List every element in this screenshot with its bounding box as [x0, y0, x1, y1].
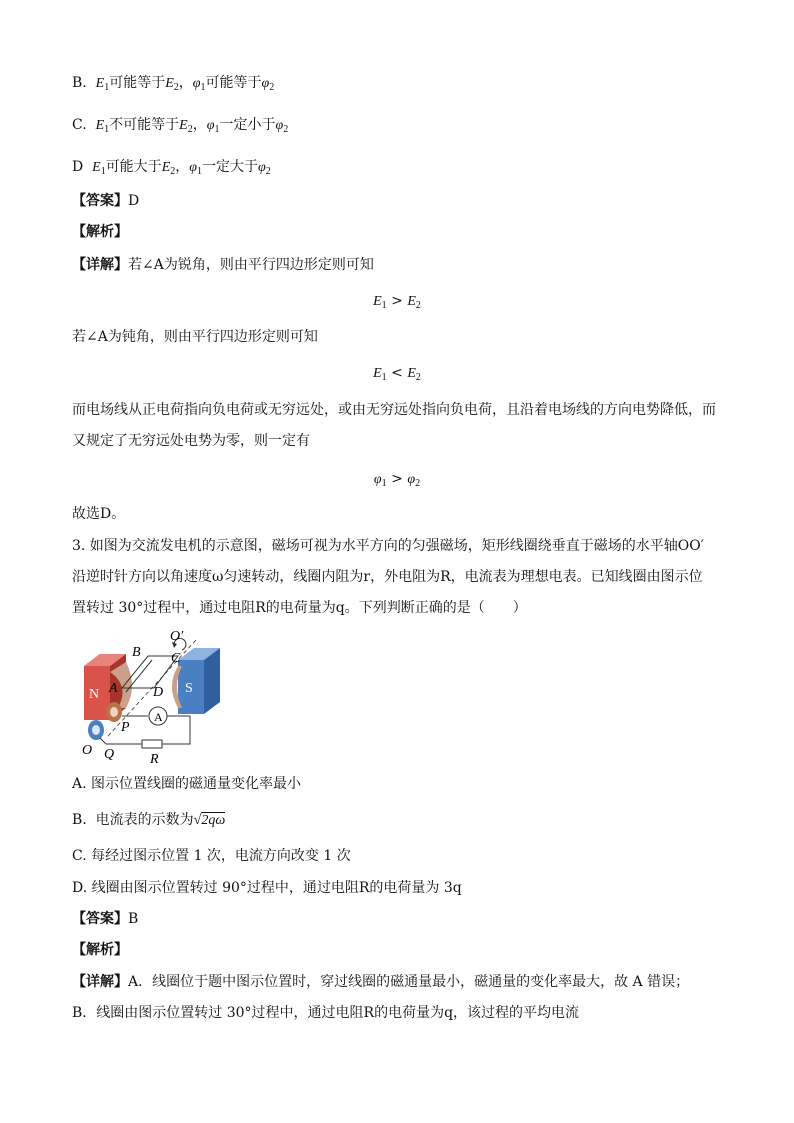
option-b: B. $E_1$可能等于$E_2$，$\varphi_1$可能等于$\varphi_2$ — [72, 75, 275, 93]
q2-detail-1: 【详解】若∠A为锐角，则由平行四边形定则可知 — [72, 257, 374, 273]
q3-option-d: D. 线圈由图示位置转过 90°过程中，通过电阻R的电荷量为 3q — [72, 880, 462, 896]
label-n: N — [89, 687, 100, 702]
label-o-prime: O′ — [170, 629, 184, 644]
q3-detail-b: B．线圈由图示位置转过 30°过程中，通过电阻R的电荷量为q，该过程的平均电流 — [72, 1005, 580, 1021]
q2-formula-2: $E_1 < E_2$ — [373, 365, 421, 383]
q2-detail-3b: 又规定了无穷远处电势为零，则一定有 — [72, 433, 310, 449]
q2-formula-1: $E_1 > E_2$ — [373, 293, 421, 311]
q3-analysis-tag: 【解析】 — [72, 942, 128, 958]
q3-stem-2: 沿逆时针方向以角速度ω匀速转动，线圈内阻为r，外电阻为R，电流表为理想电表。已知线圈由图示位 — [72, 569, 703, 585]
q3-stem-1: 3. 如图为交流发电机的示意图，磁场可视为水平方向的匀强磁场，矩形线圈绕垂直于磁场的水平轴OO′ — [72, 538, 704, 554]
label-d: D — [153, 685, 164, 700]
q2-analysis-tag: 【解析】 — [72, 224, 128, 240]
label-b: B — [132, 645, 141, 660]
q2-formula-3: $\varphi_1 > \varphi_2$ — [373, 471, 421, 489]
option-d: D $E_1$可能大于$E_2$，$\varphi_1$一定大于$\varphi_2$ — [72, 159, 271, 177]
label-c: C — [171, 651, 181, 666]
q3-option-c: C. 每经过图示位置 1 次，电流方向改变 1 次 — [72, 848, 351, 864]
q2-answer: 【答案】D — [72, 193, 140, 209]
q2-detail-3a: 而电场线从正电荷指向负电荷或无穷远处，或由无穷远处指向负电荷，且沿着电场线的方向电势降低，而 — [72, 402, 716, 418]
label-q: Q — [104, 747, 115, 762]
option-c: C. $E_1$不可能等于$E_2$，$\varphi_1$一定小于$\varphi_2$ — [72, 117, 289, 135]
ammeter-label: A — [154, 710, 163, 724]
q2-detail-2: 若∠A为钝角，则由平行四边形定则可知 — [72, 329, 318, 345]
label-s: S — [185, 681, 193, 696]
wire-bottom — [100, 738, 142, 744]
q3-option-b: B. 电流表的示数为√2qω — [72, 812, 226, 828]
q2-conclusion: 故选D。 — [72, 506, 126, 522]
resistor — [142, 740, 162, 748]
q3-option-a: A. 图示位置线圈的磁通量变化率最小 — [72, 776, 302, 792]
label-a: A — [109, 681, 118, 696]
generator-figure — [78, 626, 228, 766]
label-r: R — [150, 752, 159, 766]
q3-detail-a: 【详解】A．线圈位于题中图示位置时，穿过线圈的磁通量最小，磁通量的变化率最大，故 A 错误； — [72, 974, 690, 990]
label-o: O — [82, 743, 93, 758]
q3-stem-3: 置转过 30°过程中，通过电阻R的电荷量为q。下列判断正确的是（ ） — [72, 600, 527, 616]
label-p: P — [121, 720, 130, 735]
q3-answer: 【答案】B — [72, 911, 139, 927]
